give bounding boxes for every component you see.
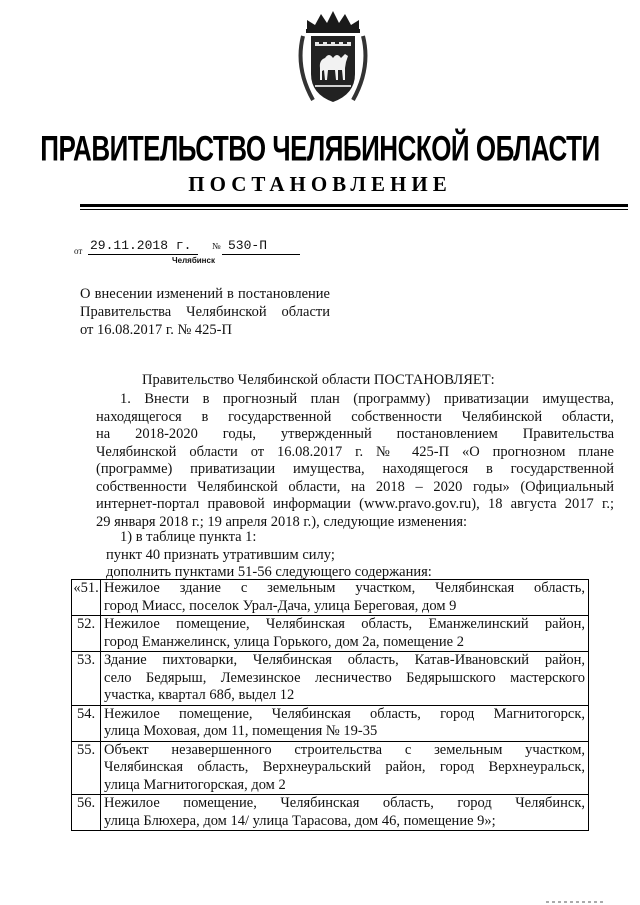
row-number: 53. (72, 652, 101, 706)
subitem-3: дополнить пунктами 51-56 следующего содержания: (106, 564, 432, 580)
paragraph-line: находящегося в государственной собственности Челябинской области, (96, 408, 614, 425)
scan-artifact (546, 901, 606, 903)
document-type-title: ПОСТАНОВЛЕНИЕ (188, 172, 452, 196)
row-number: 56. (72, 795, 101, 831)
row-description-line: город Еманжелинск, улица Горького, дом 2а, помещение 2 (104, 633, 464, 650)
row-description-line: Нежилое помещение, Челябинская область, Еманжелинский район, (104, 616, 585, 632)
coat-of-arms-emblem (293, 8, 373, 108)
document-date: 29.11.2018 г. (90, 238, 192, 253)
paragraph-line: Челябинской области от 16.08.2017 г. № 425-П «О прогнозном плане (96, 443, 614, 460)
row-description (101, 795, 589, 831)
table-row (72, 741, 589, 795)
subject-line: О внесении изменений в постановление (80, 286, 330, 302)
row-description-line: Нежилое помещение, Челябинская область, город Магнитогорск, (104, 705, 585, 722)
row-number: 54. (72, 705, 101, 741)
row-description-line: участка, квартал 68б, выдел 12 (104, 687, 295, 703)
number-label: № (212, 241, 221, 251)
subject-line: от 16.08.2017 г. № 425-П (80, 322, 232, 338)
paragraph-1 (96, 391, 614, 531)
subitem-2: пункт 40 признать утратившим силу; (106, 547, 335, 563)
row-number: 55. (72, 741, 101, 795)
row-description-line: Здание пихтоварки, Челябинская область, Катав-Ивановский район, (104, 652, 585, 668)
paragraph-line: (программе) приватизации имущества, находящегося в государственной (96, 461, 614, 477)
subject-line: Правительства Челябинской области (80, 304, 330, 320)
table-row (72, 616, 589, 652)
row-description (101, 652, 589, 706)
row-description (101, 741, 589, 795)
table-row (72, 705, 589, 741)
table-row (72, 795, 589, 831)
organization-title: ПРАВИТЕЛЬСТВО ЧЕЛЯБИНСКОЙ ОБЛАСТИ (40, 128, 600, 169)
row-number: 52. (72, 616, 101, 652)
document-number: 530-П (228, 238, 268, 253)
number-underline (222, 254, 300, 255)
row-description (101, 616, 589, 652)
date-underline (88, 254, 198, 255)
subitem-1: 1) в таблице пункта 1: (120, 529, 257, 545)
paragraph-line: собственности Челябинской области, на 2018 – 2020 годы» (Официальный (96, 478, 614, 495)
row-description-line: Объект незавершенного строительства с земельным участком, (104, 741, 585, 758)
header-rule-thick (80, 204, 628, 207)
row-description (101, 705, 589, 741)
paragraph-line: на 2018-2020 годы, утвержденный постановлением Правительства (96, 426, 614, 442)
document-subject (80, 285, 330, 339)
paragraph-line: интернет-портал правовой информации (www.pravo.gov.ru), 18 августа 2017 г.; (96, 496, 614, 512)
table-row (72, 652, 589, 706)
row-number: «51. (72, 580, 101, 616)
row-description-line: город Миасс, поселок Урал-Дача, улица Береговая, дом 9 (104, 597, 457, 614)
paragraph-line: 29 января 2018 г.; 19 апреля 2018 г.), следующие изменения: (96, 513, 468, 530)
resolution-intro: Правительство Челябинской области ПОСТАНОВЛЯЕТ: (142, 372, 495, 388)
row-description-line: улица Магнитогорская, дом 2 (104, 776, 286, 793)
paragraph-line: 1. Внести в прогнозный план (программу) приватизации имущества, (120, 391, 614, 407)
row-description-line: Челябинская область, Верхнеуральский район, город Верхнеуральск, (104, 759, 585, 775)
row-description-line: улица Блюхера, дом 14/ улица Тарасова, дом 46, помещение 9»; (104, 812, 496, 829)
row-description-line: Нежилое помещение, Челябинская область, город Челябинск, (104, 795, 585, 811)
issue-city: Челябинск (172, 256, 215, 265)
privatization-table (71, 579, 589, 831)
row-description-line: село Бедярыш, Лемезинское лесничество Бедярышского мастерского (104, 669, 585, 686)
table-row (72, 580, 589, 616)
row-description-line: улица Моховая, дом 11, помещения № 19-35 (104, 723, 378, 739)
row-description-line: Нежилое здание с земельным участком, Челябинская область, (104, 580, 585, 596)
header-rule-thin (80, 209, 628, 210)
row-description (101, 580, 589, 616)
date-label: от (74, 246, 83, 256)
